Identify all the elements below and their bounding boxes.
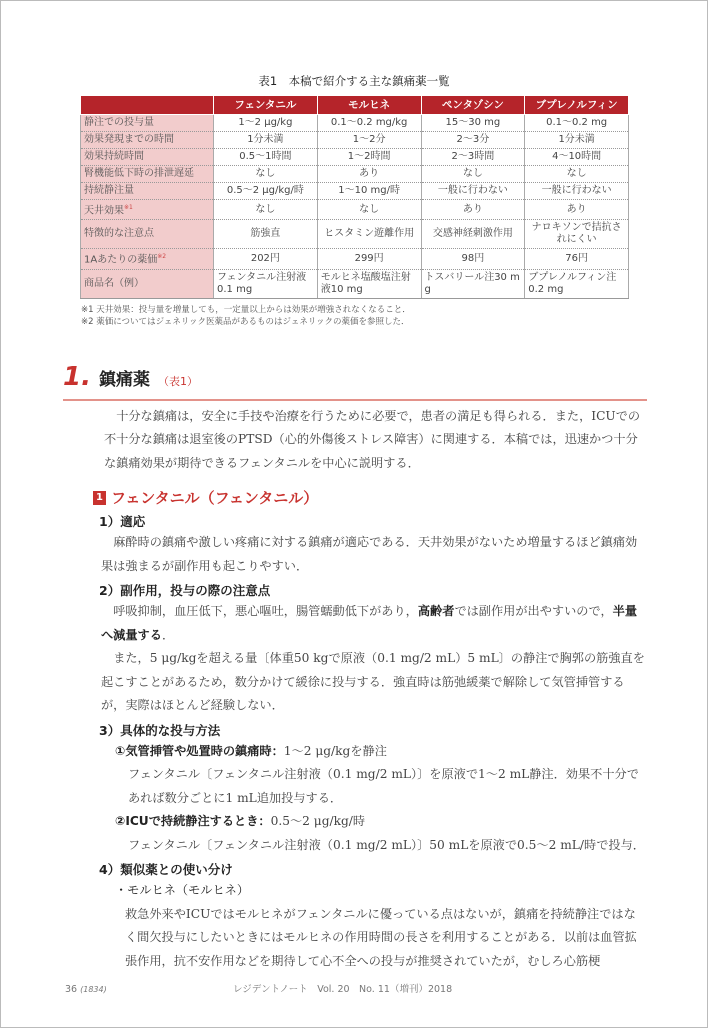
table-cell: 76円: [525, 249, 629, 269]
section-number: 1.: [63, 361, 91, 392]
row-label-text: 効果発現までの時間: [84, 134, 174, 145]
table-row: [81, 166, 629, 183]
row-label: [81, 220, 214, 249]
header-cell: ブプレノルフィン: [525, 96, 629, 115]
table-row: [81, 200, 629, 220]
row-label-text: 腎機能低下時の排泄遅延: [84, 168, 194, 179]
table-cell: なし: [421, 166, 525, 183]
row-label-text: 静注での投与量: [84, 117, 154, 128]
table-cell: 0.1～0.2 mg/kg: [317, 115, 421, 132]
side-effects-paragraph: [101, 600, 647, 647]
footnote-mark: ※1: [124, 204, 133, 211]
page-num: 36: [65, 984, 78, 996]
header-cell: フェンタニル: [214, 96, 318, 115]
method-2-text: フェンタニル〔フェンタニル注射液（0.1 mg/2 mL）〕50 mLを原液で0.5～2 mL/時で投与．: [128, 837, 645, 852]
method-label: ①気管挿管や処置時の鎮痛時：: [115, 743, 284, 758]
heading-method: 3）具体的な投与方法: [99, 722, 221, 738]
subsection-title: フェンタニル（フェンタニル）: [111, 489, 319, 508]
table-cell: 1～2 μg/kg: [214, 115, 318, 132]
intro-paragraph: 十分な鎮痛は，安全に手技や治療を行うために必要で，患者の満足も得られる．また，ICUでの不十分な鎮痛は退室後のPTSD（心的外傷後ストレス障害）に関連する．本稿では，迅速かつ十分な鎮痛効果が期待できるフェンタニルを中心に説明する．: [104, 408, 641, 470]
bold-text: 半量へ減量する: [101, 604, 638, 642]
method-dose: 1～2 μg/kgを静注: [283, 743, 387, 758]
bold-text: 高齢者: [417, 604, 455, 619]
section-table-ref: （表1）: [157, 374, 198, 388]
heading-side-effects: 2）副作用，投与の際の注意点: [99, 583, 271, 599]
table-cell: 2～3時間: [421, 149, 525, 166]
table-cell: 0.1～0.2 mg: [525, 115, 629, 132]
table-cell: あり: [317, 166, 421, 183]
header-blank: [81, 96, 214, 115]
text: ．: [161, 627, 175, 642]
table-cell: ブプレノルフィン注0.2 mg: [525, 269, 629, 298]
table-header-row: [81, 96, 629, 115]
row-label: [81, 269, 214, 298]
table-cell: なし: [214, 200, 318, 220]
compare-item: ・モルヒネ（モルヒネ）: [115, 883, 250, 898]
row-label: [81, 149, 214, 166]
method-1-heading: [115, 740, 647, 764]
subsection-heading: [93, 487, 707, 509]
table-cell: ヒスタミン遊離作用: [317, 220, 421, 249]
table-row: [81, 269, 629, 298]
table-cell: なし: [317, 200, 421, 220]
section-rule: [63, 399, 647, 401]
row-label: [81, 249, 214, 269]
table-cell: なし: [525, 166, 629, 183]
side-effects-paragraph-2: また，5 μg/kgを超える量〔体重50 kgで原液（0.1 mg/2 mL）5 mL〕の静注で胸郭の筋強直を起こすことがあるため，数分かけて緩徐に投与する．強直時は筋弛緩薬で解除して気管挿管するが，実際はほとんど経験しない．: [101, 651, 645, 713]
header-cell: モルヒネ: [317, 96, 421, 115]
row-label-text: 特徴的な注意点: [84, 228, 154, 240]
page-total: (1834): [80, 985, 107, 995]
table-cell: 0.5～1時間: [214, 149, 318, 166]
table-cell: あり: [421, 200, 525, 220]
indication-paragraph: 麻酔時の鎮痛や激しい疼痛に対する鎮痛が適応である．天井効果がないため増量するほど鎮痛効果は強まるが副作用も起こりやすい．: [101, 535, 638, 573]
text: では副作用が出やすいので，: [454, 604, 613, 619]
method-dose: 0.5～2 μg/kg/時: [270, 814, 366, 829]
table-cell: ナロキソンで拮抗されにくい: [525, 220, 629, 249]
header-cell: ペンタゾシン: [421, 96, 525, 115]
heading-compare: 4）類似薬との使い分け: [99, 862, 233, 878]
table-cell: 4～10時間: [525, 149, 629, 166]
table-cell: 1分未満: [214, 132, 318, 149]
table-cell: 202円: [214, 249, 318, 269]
table-cell: 交感神経刺激作用: [421, 220, 525, 249]
table-cell: 一般に行わない: [525, 183, 629, 200]
table-caption: 表1 本稿で紹介する主な鎮痛薬一覧: [258, 74, 450, 88]
analgesics-table: [80, 95, 629, 299]
table-cell: 一般に行わない: [421, 183, 525, 200]
row-label-text: 持続静注量: [84, 185, 134, 196]
table-cell: トスバリール注30 mg: [421, 269, 525, 298]
row-label: [81, 200, 214, 220]
table-row: [81, 115, 629, 132]
table-cell: 98円: [421, 249, 525, 269]
table-cell: 1分未満: [525, 132, 629, 149]
page-number: [65, 983, 233, 997]
table-cell: 1～2分: [317, 132, 421, 149]
row-label: [81, 132, 214, 149]
table-cell: モルヒネ塩酸塩注射液10 mg: [317, 269, 421, 298]
method-1-text: フェンタニル〔フェンタニル注射液（0.1 mg/2 mL）〕を原液で1～2 mL静注．効果不十分であれば数分ごとに1 mL追加投与する．: [128, 767, 639, 805]
footnote-2: ※2 薬価についてはジェネリック医薬品があるものはジェネリックの薬価を参照した．: [81, 316, 410, 327]
row-label-text: 天井効果: [84, 205, 124, 217]
table-row: [81, 220, 629, 249]
row-label: [81, 166, 214, 183]
heading-indication: 1）適応: [99, 514, 146, 530]
section-title: 鎮痛薬: [98, 369, 150, 390]
table-cell: なし: [214, 166, 318, 183]
table-row: [81, 149, 629, 166]
table-cell: あり: [525, 200, 629, 220]
table-cell: 15～30 mg: [421, 115, 525, 132]
table-cell: 筋強直: [214, 220, 318, 249]
table-cell: フェンタニル注射液0.1 mg: [214, 269, 318, 298]
footnote-mark: ※2: [157, 253, 167, 261]
method-label: ②ICUで持続静注するとき：: [115, 814, 271, 829]
page-footer: [1, 973, 707, 997]
table-row: [81, 183, 629, 200]
section-heading: [63, 362, 707, 397]
method-2-heading: [115, 810, 647, 834]
table-row: [81, 249, 629, 269]
compare-paragraph: 救急外来やICUではモルヒネがフェンタニルに優っている点はないが，鎮痛を持続静注ではなく間欠投与にしたいときにはモルヒネの作用時間の長さを利用することがある．以前は血管拡張作用，抗不安作用などを期待して心不全への投与が推奨されていたが，むしろ心筋梗: [125, 906, 637, 968]
table-cell: 0.5～2 μg/kg/時: [214, 183, 318, 200]
text: 呼吸抑制，血圧低下，悪心嘔吐，腸管蠕動低下があり，: [113, 604, 418, 619]
row-label-text: 1Aあたりの薬価: [84, 254, 158, 266]
table-cell: 2～3分: [421, 132, 525, 149]
row-label-text: 効果持続時間: [84, 151, 144, 162]
table-cell: 1～2時間: [317, 149, 421, 166]
table-footnotes: [1, 304, 707, 328]
row-label: [81, 115, 214, 132]
table-cell: 299円: [317, 249, 421, 269]
subsection-badge: 1: [93, 491, 106, 505]
journal-footer: レジデントノート Vol. 20 No. 11（増刊）2018: [233, 984, 453, 996]
row-label: [81, 183, 214, 200]
row-label-text: 商品名（例）: [84, 277, 144, 289]
table-row: [81, 132, 629, 149]
table-cell: 1～10 mg/時: [317, 183, 421, 200]
footnote-1: ※1 天井効果：投与量を増量しても，一定量以上からは効果が増強されなくなること．: [81, 304, 411, 315]
